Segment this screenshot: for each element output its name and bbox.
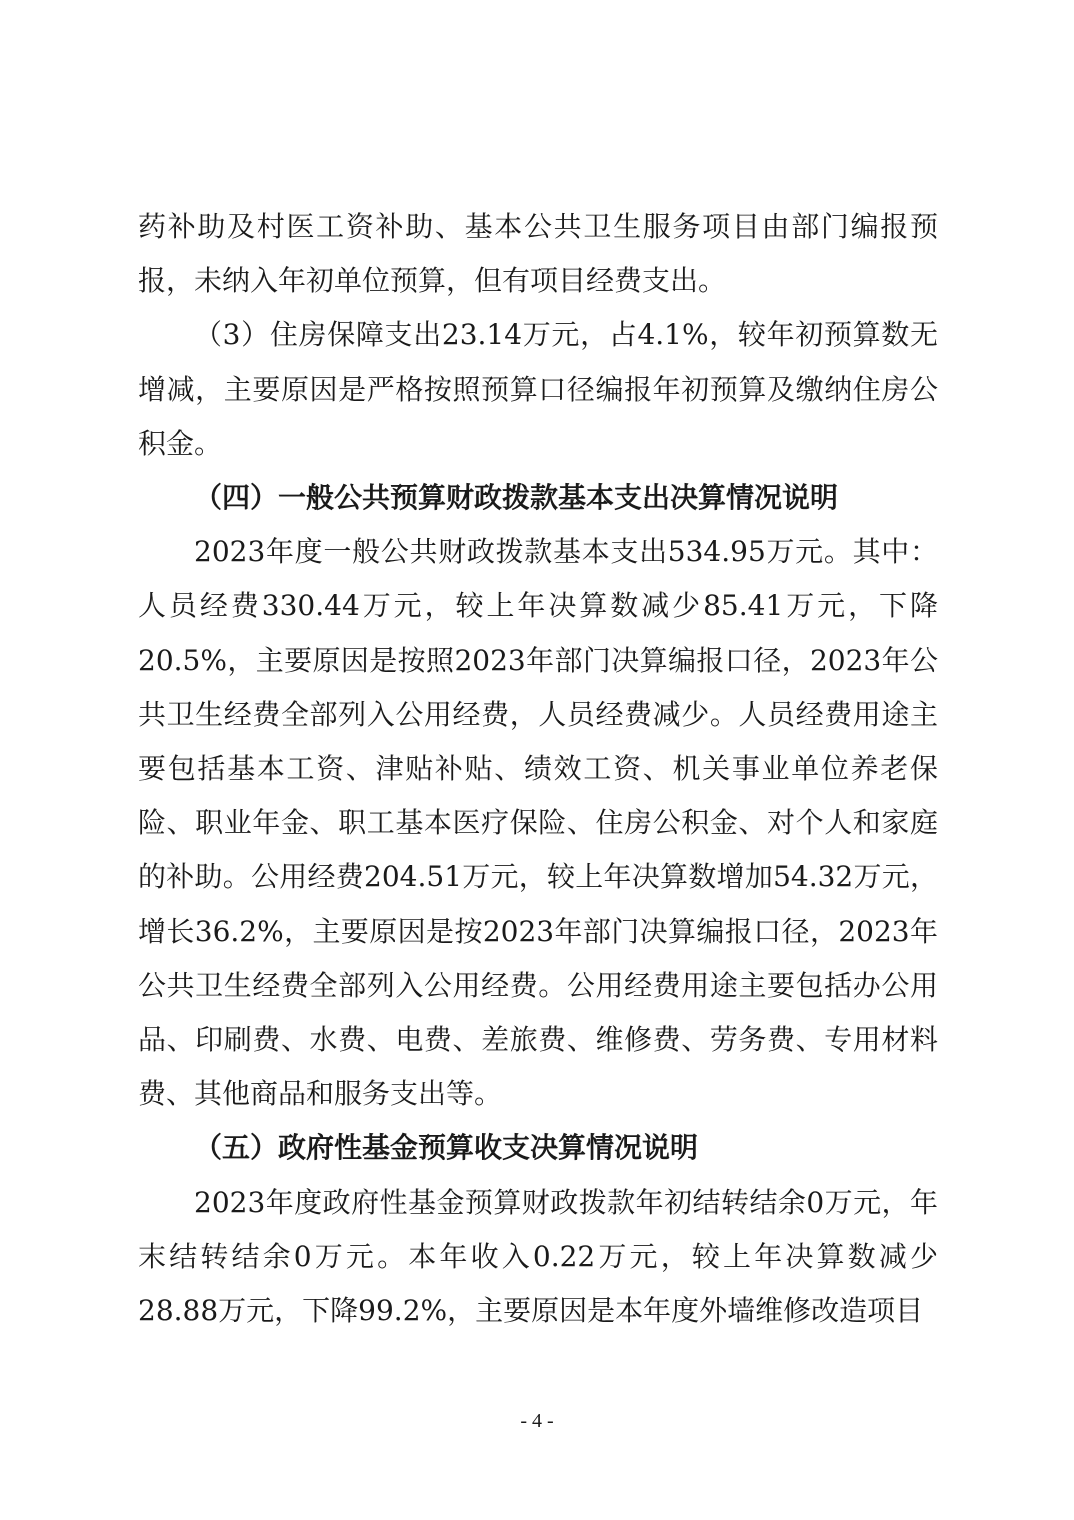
paragraph-basic-expenditure: 2023年度一般公共财政拨款基本支出534.95万元。其中：人员经费330.44万元，较上年决算数减少85.41万元，下降20.5%，主要原因是按照2023年部门决算编报口径，2023年公共卫生经费全部列入公用经费，人员经费减少。人员经费用途主要包括基本工资、津贴补贴、绩效工资、机关事业单位养老保险、职业年金、职工基本医疗保险、住房公积金、对个人和家庭的补助。公用经费204.51万元，较上年决算数增加54.32万元，增长36.2%，主要原因是按2023年部门决算编报口径，2023年公共卫生经费全部列入公用经费。公用经费用途主要包括办公用品、印刷费、水费、电费、差旅费、维修费、劳务费、专用材料费、其他商品和服务支出等。	[138, 535, 938, 1111]
paragraph-continuation: 药补助及村医工资补助、基本公共卫生服务项目由部门编报预报，未纳入年初单位预算，但有项目经费支出。	[138, 210, 938, 298]
paragraph-housing-security: （3）住房保障支出23.14万元，占4.1%，较年初预算数无增减，主要原因是严格按照预算口径编报年初预算及缴纳住房公积金。	[138, 318, 938, 460]
document-body	[138, 200, 938, 1338]
paragraph-government-fund: 2023年度政府性基金预算财政拨款年初结转结余0万元，年末结转结余0万元。本年收入0.22万元，较上年决算数减少28.88万元，下降99.2%，主要原因是本年度外墙维修改造项目	[138, 1185, 938, 1328]
page-number: - 4 -	[520, 1410, 554, 1432]
section-heading-basic-expenditure: （四）一般公共预算财政拨款基本支出决算情况说明	[194, 481, 839, 515]
section-heading-government-fund: （五）政府性基金预算收支决算情况说明	[194, 1131, 699, 1165]
